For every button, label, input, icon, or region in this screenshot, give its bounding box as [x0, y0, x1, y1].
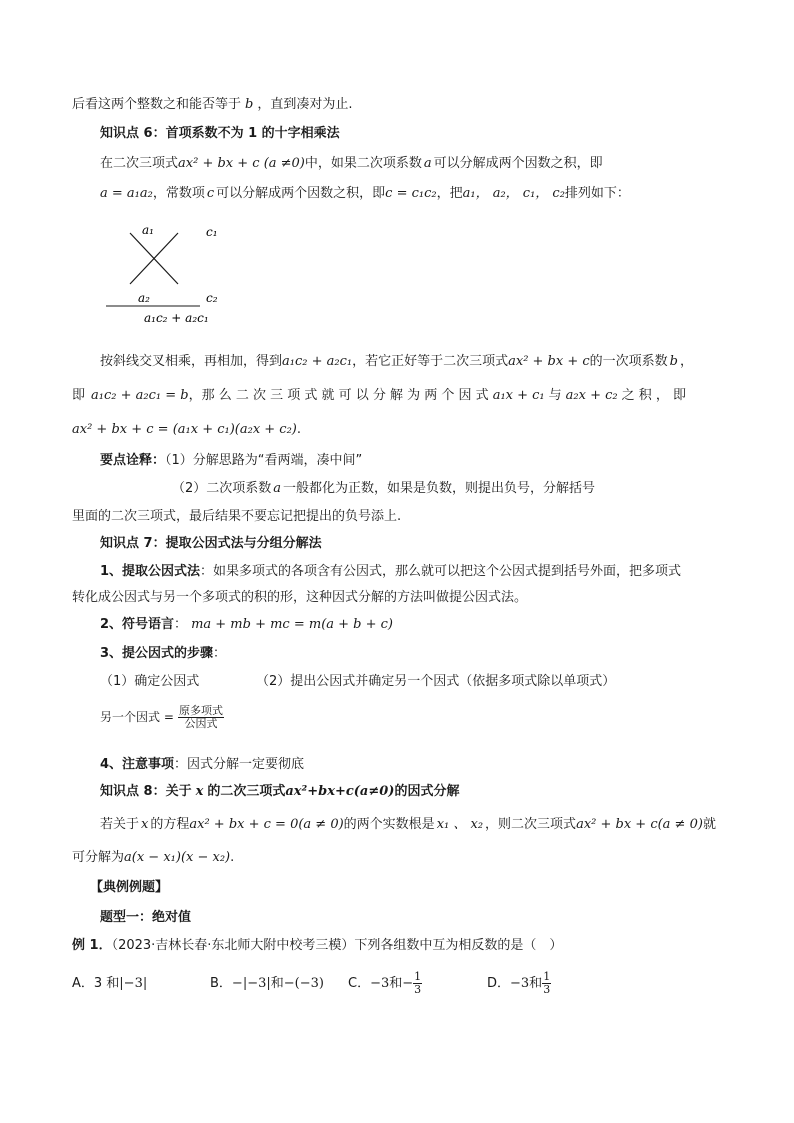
option-a[interactable] [72, 970, 147, 998]
text: 与 [548, 388, 562, 403]
text: ： [174, 617, 188, 632]
fraction-numerator: 1 [414, 970, 422, 983]
text: 就 [702, 817, 716, 832]
formula-a: a = a₁a₂ [100, 186, 153, 201]
formula-trinomial: ax² + bx + c [508, 354, 590, 369]
item-label: 1、提取公因式法 [100, 564, 201, 579]
example-label: 例 1． [72, 938, 112, 953]
fraction [178, 705, 224, 730]
kp6-para-2 [100, 184, 630, 204]
text: ，若它正好等于二次三项式 [352, 354, 509, 369]
option-c[interactable] [348, 966, 422, 1002]
diagram-bottom-right: c₂ [206, 291, 218, 305]
formula-trinomial: ax² + bx + c(a ≠ 0) [576, 817, 703, 832]
kp6-para-5 [72, 420, 301, 440]
text: 的一次项系数 [589, 354, 668, 369]
kp7-item-4 [100, 755, 304, 775]
fraction-numerator: 原多项式 [179, 704, 224, 717]
formula-common-factor: ma + mb + mc = m(a + b + c) [191, 617, 394, 632]
diagram-result: a₁c₂ + a₂c₁ [144, 311, 209, 325]
fraction [413, 971, 422, 996]
text: 排列如下： [564, 186, 630, 201]
diagram-top-right: c₁ [206, 225, 218, 239]
fraction-denominator: 3 [414, 983, 422, 996]
kp7-steps [100, 672, 199, 692]
formula-equation: ax² + bx + c = 0(a ≠ 0) [189, 817, 344, 832]
formula-factorization: ax² + bx + c = (a₁x + c₁)(a₂x + c₂) [72, 422, 297, 437]
item-label: 4、注意事项 [100, 757, 175, 772]
text: 的二次三项式 [207, 784, 286, 799]
intro-text: 后看这两个整数之和能否等于 [72, 97, 242, 112]
text: 的方程 [150, 817, 190, 832]
fraction [542, 971, 551, 996]
text: 的因式分解 [394, 784, 460, 799]
kp7-title: 知识点 7：提取公因式法与分组分解法 [100, 536, 322, 551]
formula-quadratic: ax² + bx + c (a ≠0) [178, 156, 305, 171]
text: 的两个实数根是 [343, 817, 435, 832]
kp6-para-1 [100, 154, 603, 174]
formula-c: c = c₁c₂ [385, 186, 437, 201]
fraction-denominator: 3 [543, 983, 551, 996]
text: 按斜线交叉相乘，再相加，得到 [100, 354, 283, 369]
text: ， [680, 354, 694, 369]
text: ，则二次三项式 [485, 817, 577, 832]
var-b: b [245, 97, 254, 112]
formula-roots-factor: a(x − x₁)(x − x₂) [124, 850, 231, 865]
text: （2）二次项系数 [172, 481, 272, 496]
text: 可以分解成两个因数之积，即 [433, 156, 603, 171]
text: 可以分解成两个因数之积，即 [216, 186, 386, 201]
note-label: 要点诠释： [100, 453, 166, 468]
text: ，常数项 [152, 186, 205, 201]
diagram-bottom-left: a₂ [138, 291, 150, 305]
item-label: 3、提公因式的步骤 [100, 646, 214, 661]
example-question: （2023·吉林长春·东北师大附中校考三模）下列各组数中互为相反数的是（ ） [111, 938, 563, 953]
text: 在二次三项式 [100, 156, 179, 171]
var-b: b [669, 354, 678, 369]
option-label: A．3 和 [72, 976, 120, 991]
var-x: x [195, 784, 204, 799]
kp6-note-1 [100, 451, 362, 471]
formula-condition: a₁c₂ + a₂c₁ = b [91, 388, 189, 403]
note-1: （1）分解思路为“看两端，凑中间” [165, 453, 363, 468]
option-label: D． [487, 976, 511, 991]
fraction-numerator: 1 [543, 970, 551, 983]
text: 可分解为 [72, 850, 125, 865]
coeff-list: a₁， a₂， c₁， c₂ [462, 186, 565, 201]
kp7-item-2 [100, 615, 393, 635]
cross-diagram [100, 218, 230, 330]
type1-heading: 题型一：绝对值 [100, 910, 192, 925]
text: ：如果多项式的各项含有公因式，那么就可以把这个公因式提到括号外面，把多项式 [200, 564, 682, 579]
factor-1: a₁x + c₁ [492, 388, 545, 403]
option-value: −3和 [510, 976, 543, 991]
text: 中，如果二次项系数 [304, 156, 422, 171]
text: 另一个因式 = [100, 710, 174, 724]
option-value: |−3| [119, 976, 148, 991]
intro-text-end: ，直到凑对为止. [257, 97, 353, 112]
text: 一般都化为正数，如果是负数，则提出负号，分解括号 [283, 481, 596, 496]
kp6-para-3 [100, 352, 693, 372]
kp6-note-3: 里面的二次三项式，最后结果不要忘记把提出的负号添上. [72, 509, 402, 524]
text: ，那 么 二 次 三 项 式 就 可 以 分 解 为 两 个 因 式 [188, 388, 489, 403]
diagram-top-left: a₁ [142, 223, 154, 237]
var-c: c [206, 186, 215, 201]
text: ，把 [436, 186, 463, 201]
formula-cross-sum: a₁c₂ + a₂c₁ [282, 354, 353, 369]
kp8-para-2 [72, 848, 234, 868]
fraction-denominator: 公因式 [184, 717, 218, 730]
text: 若关于 [100, 817, 140, 832]
item-label: 2、符号语言 [100, 617, 175, 632]
option-value: −|−3|和−(−3) [231, 976, 324, 991]
kp8-para-1 [100, 815, 716, 835]
text: 知识点 8：关于 [100, 784, 192, 799]
text: ： [213, 646, 227, 661]
kp6-para-4 [72, 386, 686, 406]
kp7-item-1-cont: 转化成公因式与另一个多项式的积的形，这种因式分解的方法叫做提公因式法。 [72, 590, 528, 605]
option-d[interactable] [487, 966, 551, 1002]
roots: x₁ 、 x₂ [436, 817, 484, 832]
kp8-title [100, 782, 459, 802]
kp6-title: 知识点 6：首项系数不为 1 的十字相乘法 [100, 126, 340, 141]
var-a: a [423, 156, 432, 171]
intro-line [72, 95, 352, 115]
kp7-item-3 [100, 644, 226, 664]
option-b[interactable] [210, 970, 324, 998]
examples-heading: 【典例例题】 [90, 880, 169, 895]
step-1: （1）确定公因式 [100, 674, 200, 689]
formula-title: ax²+bx+c(a≠0) [285, 784, 395, 799]
var-x: x [141, 817, 149, 832]
kp7-other-factor [100, 702, 224, 733]
example-1 [72, 936, 562, 956]
option-label: C． [348, 976, 371, 991]
kp7-item-1 [100, 562, 681, 582]
text: . [296, 422, 302, 437]
option-value: −3和− [370, 976, 414, 991]
text: . [230, 850, 235, 865]
text: 即 [72, 388, 86, 403]
text: 之 积 ， 即 [621, 388, 687, 403]
kp6-note-2 [172, 479, 595, 499]
factor-2: a₂x + c₂ [565, 388, 618, 403]
var-a: a [273, 481, 282, 496]
text: ：因式分解一定要彻底 [174, 757, 305, 772]
kp7-step-2: （2）提出公因式并确定另一个因式（依据多项式除以单项式） [256, 674, 616, 689]
option-label: B． [210, 976, 232, 991]
